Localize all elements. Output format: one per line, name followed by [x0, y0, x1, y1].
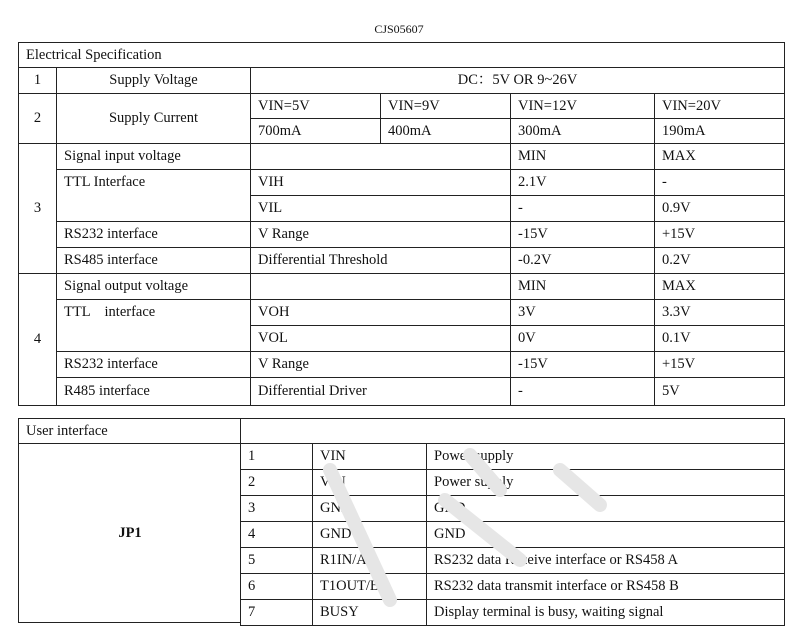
pin-name: GND — [313, 496, 427, 522]
pin-row — [241, 600, 785, 626]
row-number: 4 — [19, 274, 57, 406]
max-header: MAX — [655, 274, 785, 300]
pin-row — [241, 496, 785, 522]
pin-description: GND — [427, 522, 785, 548]
document-id: CJS05607 — [374, 22, 424, 36]
param-cell: V Range — [251, 222, 511, 248]
pin-number: 5 — [241, 548, 313, 574]
current-value: 400mA — [381, 119, 511, 144]
empty-cell — [251, 144, 511, 170]
row-number: 2 — [19, 94, 57, 144]
pin-name: GND — [313, 522, 427, 548]
pin-number: 1 — [241, 444, 313, 470]
signal-input-title: Signal input voltage — [57, 144, 251, 170]
min-value: -0.2V — [511, 248, 655, 274]
vin-header: VIN=9V — [381, 94, 511, 119]
supply-voltage-value: DC：5V OR 9~26V — [251, 68, 785, 94]
max-value: - — [655, 170, 785, 196]
pin-row — [241, 444, 785, 470]
user-interface-heading-row — [18, 418, 785, 444]
param-cell: Differential Driver — [251, 378, 511, 406]
electrical-spec-table — [18, 42, 785, 406]
min-value: - — [511, 378, 655, 406]
pin-description: Power supply — [427, 470, 785, 496]
max-value: +15V — [655, 352, 785, 378]
current-value: 300mA — [511, 119, 655, 144]
pin-name: VIN — [313, 444, 427, 470]
param-cell: Differential Threshold — [251, 248, 511, 274]
pin-description: GND — [427, 496, 785, 522]
param-cell: VOH — [251, 300, 511, 326]
pin-row — [241, 548, 785, 574]
param-cell: VIH — [251, 170, 511, 196]
min-value: - — [511, 196, 655, 222]
r485-output-label: R485 interface — [57, 378, 251, 406]
pinout-table — [240, 443, 785, 626]
current-value: 190mA — [655, 119, 785, 144]
pin-description: RS232 data Receive interface or RS458 A — [427, 548, 785, 574]
signal-output-title: Signal output voltage — [57, 274, 251, 300]
pin-name: VIN — [313, 470, 427, 496]
pin-description: RS232 data transmit interface or RS458 B — [427, 574, 785, 600]
min-value: -15V — [511, 222, 655, 248]
max-value: 5V — [655, 378, 785, 406]
empty-cell — [251, 274, 511, 300]
vin-header: VIN=5V — [251, 94, 381, 119]
pin-name: BUSY — [313, 600, 427, 626]
section-heading-electrical: Electrical Specification — [19, 43, 785, 68]
pin-number: 6 — [241, 574, 313, 600]
supply-voltage-label: Supply Voltage — [57, 68, 251, 94]
param-cell: VIL — [251, 196, 511, 222]
pin-number: 3 — [241, 496, 313, 522]
min-header: MIN — [511, 274, 655, 300]
min-value: -15V — [511, 352, 655, 378]
param-cell: VOL — [251, 326, 511, 352]
rs485-input-label: RS485 interface — [57, 248, 251, 274]
empty-cell — [241, 419, 785, 444]
pin-number: 4 — [241, 522, 313, 548]
min-header: MIN — [511, 144, 655, 170]
max-value: 0.2V — [655, 248, 785, 274]
max-value: 0.1V — [655, 326, 785, 352]
current-value: 700mA — [251, 119, 381, 144]
pin-row — [241, 574, 785, 600]
pin-number: 2 — [241, 470, 313, 496]
pin-row — [241, 470, 785, 496]
ttl-output-label: TTL interface — [57, 300, 251, 352]
param-cell: V Range — [251, 352, 511, 378]
max-value: +15V — [655, 222, 785, 248]
pin-row — [241, 522, 785, 548]
min-value: 3V — [511, 300, 655, 326]
rs232-output-label: RS232 interface — [57, 352, 251, 378]
row-number: 1 — [19, 68, 57, 94]
connector-cell — [18, 443, 240, 623]
row-number: 3 — [19, 144, 57, 274]
min-value: 2.1V — [511, 170, 655, 196]
section-heading-user-interface: User interface — [19, 419, 241, 444]
connector-label: JP1 — [118, 525, 142, 541]
supply-current-label: Supply Current — [57, 94, 251, 144]
max-value: 3.3V — [655, 300, 785, 326]
min-value: 0V — [511, 326, 655, 352]
ttl-input-label: TTL Interface — [57, 170, 251, 222]
pin-name: R1IN/A — [313, 548, 427, 574]
pin-description: Power supply — [427, 444, 785, 470]
pin-name: T1OUT/B — [313, 574, 427, 600]
pin-number: 7 — [241, 600, 313, 626]
vin-header: VIN=12V — [511, 94, 655, 119]
rs232-input-label: RS232 interface — [57, 222, 251, 248]
vin-header: VIN=20V — [655, 94, 785, 119]
max-value: 0.9V — [655, 196, 785, 222]
pin-description: Display terminal is busy, waiting signal — [427, 600, 785, 626]
max-header: MAX — [655, 144, 785, 170]
